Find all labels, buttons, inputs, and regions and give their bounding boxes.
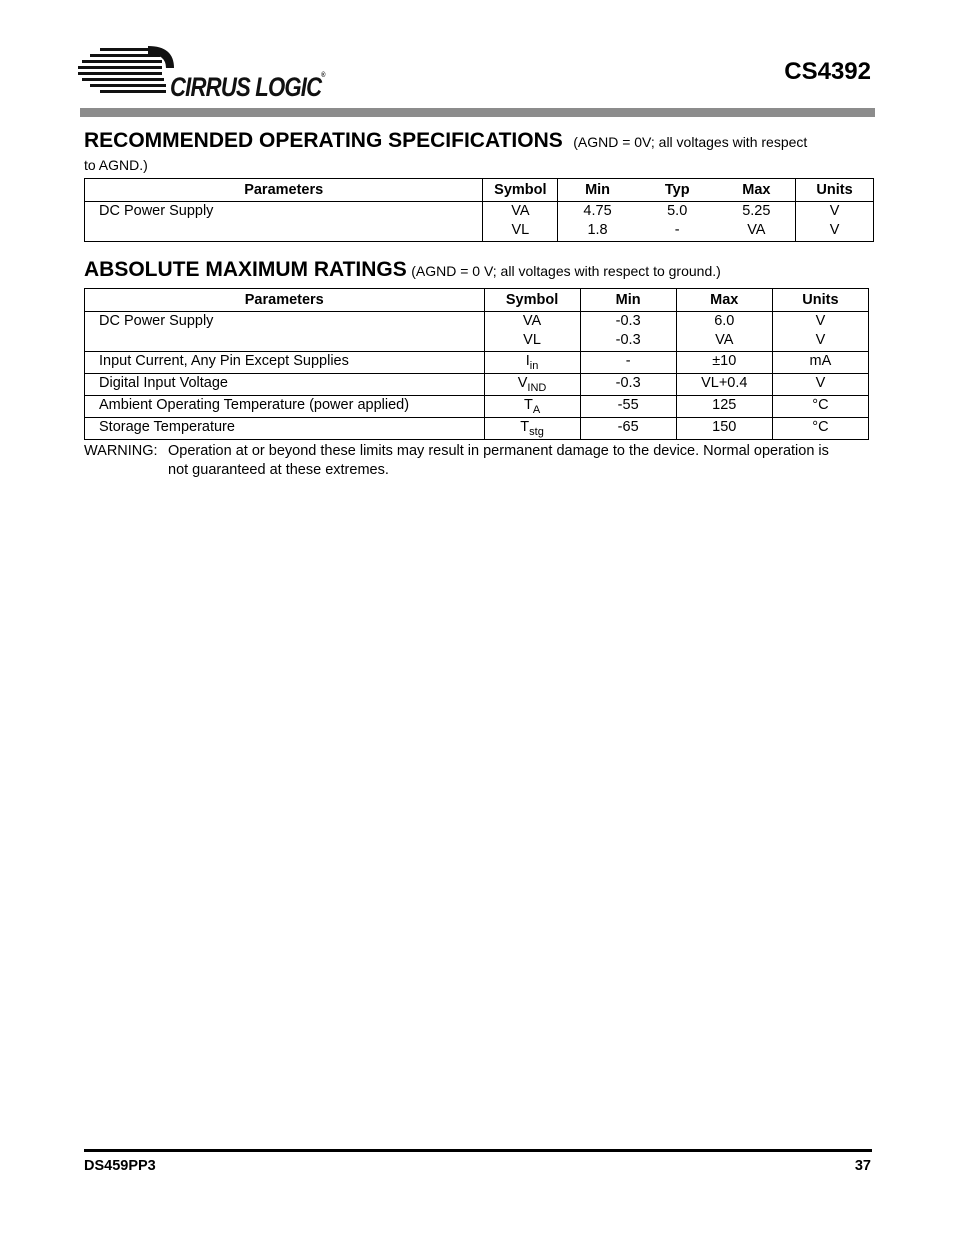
- max-cell: [676, 312, 772, 352]
- units-cell: V: [772, 374, 868, 396]
- logo-wordmark: CIRRUS LOGIC®: [170, 72, 325, 102]
- symbol-subscript: IND: [527, 382, 547, 394]
- units-va: V: [815, 313, 826, 329]
- symbol-va: VA: [511, 203, 530, 219]
- max-cell: 150: [676, 418, 772, 440]
- min-cell: [580, 312, 676, 352]
- symbol-vl: VL: [511, 222, 530, 238]
- table-row: [85, 396, 869, 418]
- col-max: Max: [676, 289, 772, 312]
- header-divider: [80, 108, 875, 117]
- max-cell: 125: [676, 396, 772, 418]
- recommended-section: [84, 128, 874, 242]
- col-typ: Typ: [637, 179, 718, 202]
- part-number: CS4392: [784, 58, 871, 85]
- table-row: [85, 202, 874, 242]
- cirrus-logic-logo: [78, 42, 338, 102]
- absolute-note: (AGND = 0 V; all voltages with respect to ground.): [411, 263, 721, 279]
- symbol-base: T: [523, 397, 533, 413]
- col-max: Max: [718, 179, 796, 202]
- param-cell: Digital Input Voltage: [85, 374, 485, 396]
- document-id: DS459PP3: [84, 1158, 156, 1174]
- symbol-base: V: [517, 375, 528, 391]
- col-min: Min: [580, 289, 676, 312]
- typ-vl: -: [674, 222, 680, 238]
- symbol-va: VA: [522, 313, 542, 329]
- param-cell: DC Power Supply: [85, 202, 483, 242]
- param-cell: Ambient Operating Temperature (power applied): [85, 396, 485, 418]
- units-cell: °C: [772, 418, 868, 440]
- units-cell: °C: [772, 396, 868, 418]
- recommended-note-cont: to AGND.): [84, 157, 148, 173]
- symbol-base: I: [525, 353, 530, 369]
- max-va: 5.25: [742, 203, 771, 219]
- param-cell: Storage Temperature: [85, 418, 485, 440]
- min-vl: -0.3: [615, 332, 641, 348]
- table-header-row: [85, 289, 869, 312]
- symbol-cell: [484, 418, 580, 440]
- logo-stripes-icon: [78, 42, 178, 102]
- table-row: [85, 352, 869, 374]
- max-cell: [718, 202, 796, 242]
- symbol-vl: VL: [523, 332, 541, 348]
- min-vl: 1.8: [587, 222, 608, 238]
- units-va: V: [829, 203, 840, 219]
- min-cell: -55: [580, 396, 676, 418]
- col-units: Units: [772, 289, 868, 312]
- absolute-table: [84, 288, 869, 440]
- symbol-cell: [484, 352, 580, 374]
- warning-note: [84, 442, 874, 480]
- min-cell: -0.3: [580, 374, 676, 396]
- param-cell: Input Current, Any Pin Except Supplies: [85, 352, 485, 374]
- table-row: [85, 374, 869, 396]
- page-header: [78, 40, 875, 110]
- col-parameters: Parameters: [85, 179, 483, 202]
- min-va: 4.75: [583, 203, 612, 219]
- recommended-table: [84, 178, 874, 242]
- units-cell: [796, 202, 874, 242]
- units-cell: [772, 312, 868, 352]
- table-header-row: [85, 179, 874, 202]
- absolute-title: ABSOLUTE MAXIMUM RATINGS: [84, 258, 407, 281]
- footer-divider: [84, 1149, 872, 1152]
- col-parameters: Parameters: [85, 289, 485, 312]
- max-vl: VA: [715, 332, 734, 348]
- warning-line-1: Operation at or beyond these limits may result in permanent damage to the device. Normal operation is: [168, 443, 829, 459]
- table-row: [85, 418, 869, 440]
- recommended-note: (AGND = 0V; all voltages with respect: [573, 134, 808, 150]
- symbol-subscript: stg: [529, 426, 544, 438]
- symbol-subscript: A: [532, 404, 541, 416]
- max-va: 6.0: [714, 313, 735, 329]
- symbol-base: T: [520, 419, 530, 435]
- col-symbol: Symbol: [484, 289, 580, 312]
- param-cell: DC Power Supply: [85, 312, 485, 352]
- typ-cell: [637, 202, 718, 242]
- table-row: [85, 312, 869, 352]
- max-cell: VL+0.4: [676, 374, 772, 396]
- symbol-cell: [484, 396, 580, 418]
- warning-label: WARNING:: [84, 443, 158, 459]
- absolute-section: [84, 257, 874, 440]
- recommended-title: RECOMMENDED OPERATING SPECIFICATIONS: [84, 129, 563, 152]
- units-cell: mA: [772, 352, 868, 374]
- warning-line-2: not guaranteed at these extremes.: [168, 462, 389, 478]
- min-va: -0.3: [615, 313, 641, 329]
- col-min: Min: [558, 179, 637, 202]
- col-symbol: Symbol: [483, 179, 558, 202]
- col-units: Units: [796, 179, 874, 202]
- min-cell: -65: [580, 418, 676, 440]
- max-cell: ±10: [676, 352, 772, 374]
- symbol-cell: [484, 312, 580, 352]
- units-vl: V: [829, 222, 840, 238]
- min-cell: [558, 202, 637, 242]
- symbol-cell: [484, 374, 580, 396]
- max-vl: VA: [747, 222, 766, 238]
- symbol-subscript: in: [529, 360, 539, 372]
- page-number: 37: [854, 1158, 871, 1174]
- symbol-cell: [483, 202, 558, 242]
- typ-va: 5.0: [667, 203, 688, 219]
- units-vl: V: [815, 332, 826, 348]
- min-cell: -: [580, 352, 676, 374]
